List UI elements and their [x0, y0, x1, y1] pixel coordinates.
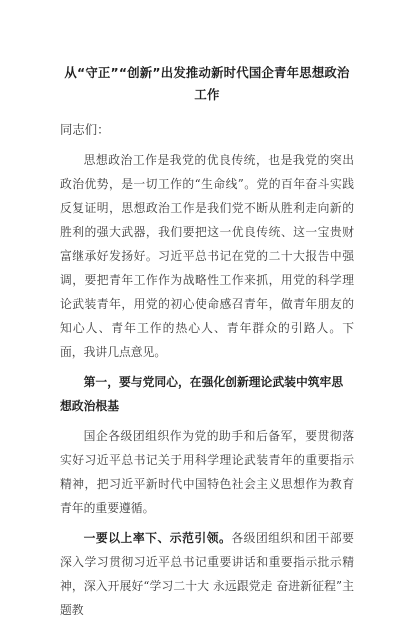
paragraph-point-1 [60, 526, 354, 622]
salutation: 同志们： [60, 122, 110, 137]
paragraph-intro: 思想政治工作是我党的优良传统，也是我党的突出政治优势，是一切工作的“生命线”。党的百年奋斗实践反复证明，思想政治工作是我们党不断从胜利走向新的胜利的强大武器，我们要把这一优良传统、这一宝贵财富继承好发扬好。习近平总书记在党的二十大报告中强调，要把青年工作作为战略性工作来抓，用党的科学理论武装青年，用党的初心使命感召青年，做青年朋友的知心人、青年工作的热心人、青年群众的引路人。下面，我讲几点意见。 [60, 153, 354, 359]
document-title: 从“守正”“创新”出发推动新时代国企青年思想政治工作 [64, 65, 350, 102]
point-body-text: 各级团组织和团干部要深入学习贯彻习近平总书记重要讲话和重要指示批示精神，深入开展好“学习二十大 永远跟党走 奋进新征程”主题教 [60, 531, 354, 617]
point-lead-text: 一要以上率下、示范引领。 [83, 531, 232, 545]
section-heading-1: 第一，要与党同心，在强化创新理论武装中筑牢思想政治根基 [60, 375, 344, 413]
paragraph-section-1: 国企各级团组织作为党的助手和后备军，要贯彻落实好习近平总书记关于用科学理论武装青年的重要指示精神，把习近平新时代中国特色社会主义思想作为教育青年的重要遵循。 [60, 429, 354, 515]
